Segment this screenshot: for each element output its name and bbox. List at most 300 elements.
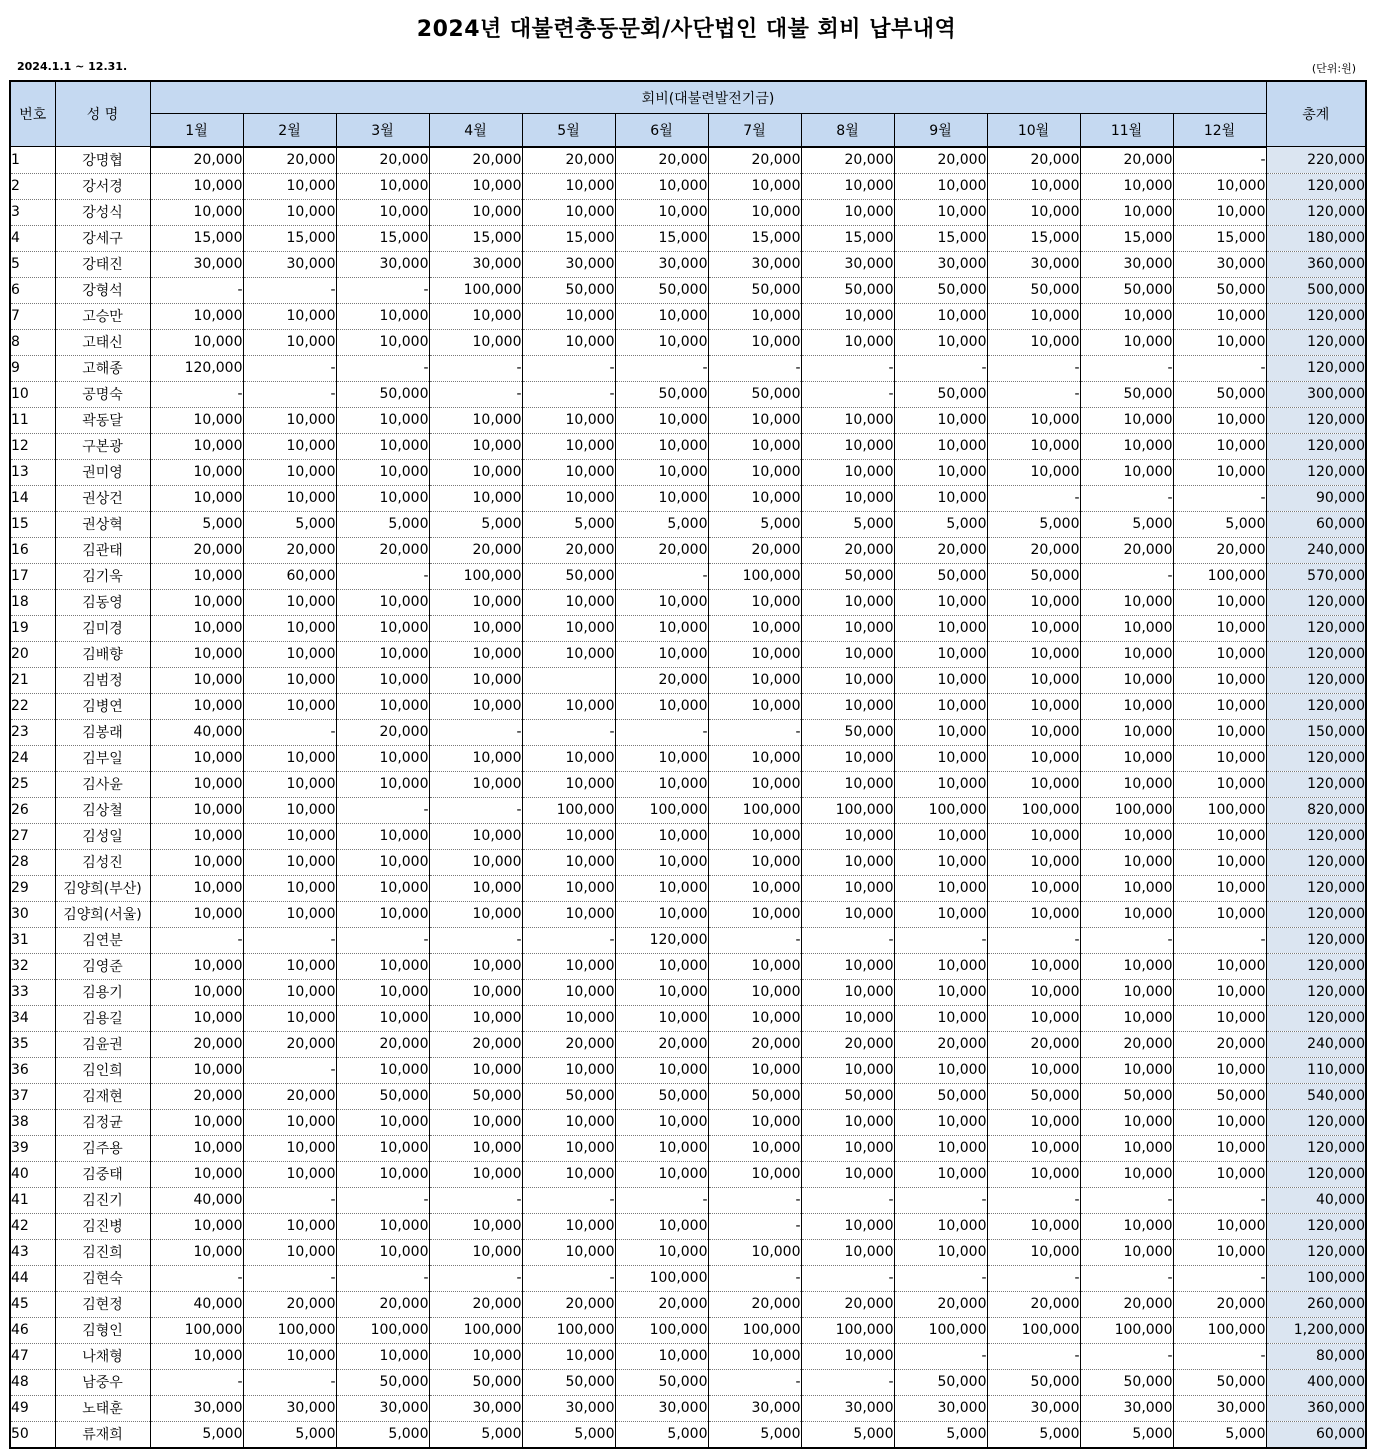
cell-name: 김기욱 [55,563,150,589]
cell-total: 120,000 [1266,1161,1366,1187]
header-month-7: 7월 [708,114,801,147]
cell-month-3: 10,000 [336,875,429,901]
cell-total: 120,000 [1266,1005,1366,1031]
cell-month-6: 10,000 [615,1135,708,1161]
cell-month-9: 10,000 [894,199,987,225]
cell-month-9: 10,000 [894,1161,987,1187]
cell-month-3: 10,000 [336,667,429,693]
cell-month-8: - [801,1369,894,1395]
cell-month-4: 10,000 [429,823,522,849]
cell-month-10: 10,000 [987,1213,1080,1239]
cell-month-2: - [243,1369,336,1395]
cell-month-10: 10,000 [987,1109,1080,1135]
cell-month-1: 10,000 [150,615,243,641]
cell-month-10: 100,000 [987,1317,1080,1343]
cell-month-4: 10,000 [429,433,522,459]
cell-month-1: 10,000 [150,459,243,485]
cell-total: 260,000 [1266,1291,1366,1317]
cell-month-1: 10,000 [150,1343,243,1369]
cell-month-9: 100,000 [894,797,987,823]
cell-month-6: 50,000 [615,277,708,303]
cell-month-1: 10,000 [150,303,243,329]
cell-month-3: 10,000 [336,459,429,485]
cell-name: 김진희 [55,1239,150,1265]
cell-month-1: 10,000 [150,979,243,1005]
cell-month-11: 10,000 [1080,979,1173,1005]
cell-month-2: - [243,719,336,745]
cell-month-11: - [1080,355,1173,381]
cell-month-10: 10,000 [987,589,1080,615]
cell-total: 120,000 [1266,771,1366,797]
cell-month-2: - [243,1265,336,1291]
cell-month-6: 10,000 [615,823,708,849]
cell-month-4: 10,000 [429,693,522,719]
cell-month-9: 10,000 [894,849,987,875]
cell-month-11: 10,000 [1080,1213,1173,1239]
cell-month-9: 10,000 [894,875,987,901]
cell-month-10: 10,000 [987,199,1080,225]
table-row [10,1265,1366,1291]
cell-month-2: 20,000 [243,147,336,174]
table-row [10,433,1366,459]
cell-month-1: 30,000 [150,1395,243,1421]
cell-month-4: 10,000 [429,1005,522,1031]
cell-name: 김현숙 [55,1265,150,1291]
cell-month-12: - [1173,355,1266,381]
cell-month-12: 10,000 [1173,459,1266,485]
cell-month-7: 10,000 [708,745,801,771]
cell-month-10: 20,000 [987,1031,1080,1057]
cell-name: 김용길 [55,1005,150,1031]
cell-month-6: 100,000 [615,1317,708,1343]
cell-no: 22 [10,693,55,719]
table-row [10,979,1366,1005]
cell-no: 30 [10,901,55,927]
cell-month-8: 10,000 [801,173,894,199]
cell-month-5: 10,000 [522,875,615,901]
cell-no: 50 [10,1421,55,1448]
cell-month-7: 20,000 [708,1031,801,1057]
cell-month-1: 5,000 [150,511,243,537]
cell-month-2: 10,000 [243,1135,336,1161]
table-row [10,1395,1366,1421]
cell-month-3: 30,000 [336,1395,429,1421]
cell-name: 김윤권 [55,1031,150,1057]
cell-month-10: 50,000 [987,563,1080,589]
cell-month-2: 10,000 [243,407,336,433]
cell-month-12: - [1173,1187,1266,1213]
table-header [10,81,1366,147]
cell-total: 60,000 [1266,1421,1366,1448]
cell-total: 360,000 [1266,1395,1366,1421]
cell-total: 120,000 [1266,199,1366,225]
cell-month-5: 10,000 [522,693,615,719]
cell-month-10: 10,000 [987,667,1080,693]
cell-total: 120,000 [1266,303,1366,329]
cell-total: 240,000 [1266,1031,1366,1057]
cell-month-6: 20,000 [615,667,708,693]
cell-month-7: 10,000 [708,1161,801,1187]
cell-month-3: - [336,355,429,381]
cell-month-2: - [243,381,336,407]
cell-month-12: 10,000 [1173,1005,1266,1031]
header-name: 성 명 [55,81,150,147]
cell-total: 1,200,000 [1266,1317,1366,1343]
cell-month-4: - [429,927,522,953]
cell-month-6: 50,000 [615,1369,708,1395]
cell-month-10: 10,000 [987,849,1080,875]
cell-month-11: 10,000 [1080,667,1173,693]
cell-month-5: 10,000 [522,849,615,875]
cell-month-1: 15,000 [150,225,243,251]
cell-month-2: - [243,355,336,381]
table-row [10,875,1366,901]
cell-month-11: 10,000 [1080,1161,1173,1187]
table-row [10,277,1366,303]
cell-no: 5 [10,251,55,277]
cell-month-10: 10,000 [987,875,1080,901]
cell-month-3: 50,000 [336,381,429,407]
cell-month-7: 10,000 [708,329,801,355]
cell-month-11: 10,000 [1080,849,1173,875]
table-row [10,1369,1366,1395]
cell-month-10: 15,000 [987,225,1080,251]
cell-month-11: 10,000 [1080,1005,1173,1031]
cell-no: 4 [10,225,55,251]
cell-month-10: 10,000 [987,1161,1080,1187]
cell-month-7: 10,000 [708,953,801,979]
month-header-row [10,114,1366,147]
table-row [10,147,1366,174]
cell-month-6: 10,000 [615,589,708,615]
cell-month-2: 20,000 [243,1083,336,1109]
cell-month-1: 10,000 [150,953,243,979]
cell-month-10: 10,000 [987,303,1080,329]
cell-month-6: 100,000 [615,797,708,823]
cell-month-3: 10,000 [336,641,429,667]
cell-month-9: 30,000 [894,251,987,277]
cell-month-8: 50,000 [801,719,894,745]
cell-month-5: 10,000 [522,1135,615,1161]
cell-no: 9 [10,355,55,381]
cell-month-10: 10,000 [987,745,1080,771]
table-row [10,1317,1366,1343]
cell-month-8: 10,000 [801,823,894,849]
cell-month-7: 20,000 [708,147,801,174]
cell-month-7: 10,000 [708,459,801,485]
cell-month-11: 10,000 [1080,459,1173,485]
cell-month-11: 10,000 [1080,1135,1173,1161]
cell-month-9: 10,000 [894,1213,987,1239]
cell-month-11: 10,000 [1080,641,1173,667]
cell-no: 49 [10,1395,55,1421]
cell-month-4: 10,000 [429,407,522,433]
cell-month-7: 50,000 [708,381,801,407]
cell-month-7: 100,000 [708,797,801,823]
cell-month-7: 50,000 [708,1083,801,1109]
cell-month-9: 30,000 [894,1395,987,1421]
header-month-12: 12월 [1173,114,1266,147]
cell-month-12: 10,000 [1173,979,1266,1005]
cell-month-3: 10,000 [336,693,429,719]
cell-month-6: 10,000 [615,1109,708,1135]
cell-month-10: 10,000 [987,173,1080,199]
cell-month-11: 20,000 [1080,537,1173,563]
cell-month-1: 10,000 [150,173,243,199]
cell-month-11: 10,000 [1080,953,1173,979]
cell-name: 김재현 [55,1083,150,1109]
cell-month-12: 10,000 [1173,823,1266,849]
cell-month-8: 10,000 [801,1057,894,1083]
cell-month-6: 20,000 [615,1291,708,1317]
table-row [10,199,1366,225]
cell-month-8: 50,000 [801,277,894,303]
table-row [10,797,1366,823]
cell-month-12: 10,000 [1173,1057,1266,1083]
cell-month-5: 10,000 [522,589,615,615]
cell-month-12: 10,000 [1173,719,1266,745]
cell-month-5: 10,000 [522,1343,615,1369]
cell-month-11: 5,000 [1080,1421,1173,1448]
cell-name: 김용기 [55,979,150,1005]
cell-name: 류재희 [55,1421,150,1448]
cell-month-2: 10,000 [243,459,336,485]
cell-month-11: - [1080,1343,1173,1369]
cell-month-8: - [801,927,894,953]
cell-month-2: 10,000 [243,1161,336,1187]
cell-month-4: 10,000 [429,1343,522,1369]
table-row [10,303,1366,329]
cell-no: 6 [10,277,55,303]
cell-month-10: 10,000 [987,1135,1080,1161]
cell-month-9: 10,000 [894,641,987,667]
cell-month-6: - [615,719,708,745]
cell-month-8: 10,000 [801,615,894,641]
cell-no: 17 [10,563,55,589]
cell-month-4: - [429,1265,522,1291]
cell-month-7: - [708,355,801,381]
cell-month-12: 10,000 [1173,1239,1266,1265]
cell-month-4: 15,000 [429,225,522,251]
cell-month-2: 5,000 [243,511,336,537]
cell-name: 김양희(부산) [55,875,150,901]
cell-month-11: 10,000 [1080,1057,1173,1083]
cell-name: 강성식 [55,199,150,225]
cell-month-9: 20,000 [894,537,987,563]
table-row [10,355,1366,381]
cell-month-1: 10,000 [150,433,243,459]
cell-month-6: 30,000 [615,1395,708,1421]
cell-month-1: 10,000 [150,1239,243,1265]
cell-month-8: 20,000 [801,537,894,563]
table-row [10,953,1366,979]
cell-month-4: 10,000 [429,641,522,667]
cell-month-12: 10,000 [1173,199,1266,225]
table-row [10,485,1366,511]
cell-month-5: 10,000 [522,173,615,199]
unit-label: (단위:원) [1311,62,1356,75]
header-month-5: 5월 [522,114,615,147]
cell-month-10: - [987,1187,1080,1213]
cell-month-12: 20,000 [1173,1031,1266,1057]
cell-month-1: 10,000 [150,589,243,615]
header-month-8: 8월 [801,114,894,147]
cell-month-5: 100,000 [522,797,615,823]
cell-month-5: 10,000 [522,771,615,797]
table-row [10,1135,1366,1161]
cell-month-9: 10,000 [894,667,987,693]
cell-month-7: 10,000 [708,1057,801,1083]
cell-month-5: 10,000 [522,407,615,433]
cell-month-7: 10,000 [708,615,801,641]
cell-no: 44 [10,1265,55,1291]
cell-no: 34 [10,1005,55,1031]
cell-month-8: 5,000 [801,511,894,537]
cell-month-6: 120,000 [615,927,708,953]
cell-month-3: 10,000 [336,303,429,329]
cell-month-9: 50,000 [894,277,987,303]
cell-name: 김현정 [55,1291,150,1317]
header-month-3: 3월 [336,114,429,147]
cell-month-9: - [894,1343,987,1369]
cell-month-5: 10,000 [522,901,615,927]
cell-month-3: 10,000 [336,615,429,641]
table-row [10,849,1366,875]
cell-name: 김양희(서울) [55,901,150,927]
cell-month-4: 20,000 [429,537,522,563]
cell-month-8: 10,000 [801,433,894,459]
cell-month-8: 10,000 [801,979,894,1005]
cell-month-6: 10,000 [615,901,708,927]
cell-month-3: - [336,797,429,823]
cell-month-11: 10,000 [1080,407,1173,433]
cell-no: 3 [10,199,55,225]
cell-month-8: 20,000 [801,1031,894,1057]
cell-month-11: 50,000 [1080,1083,1173,1109]
cell-month-11: 10,000 [1080,329,1173,355]
cell-month-10: 10,000 [987,615,1080,641]
cell-month-12: 10,000 [1173,589,1266,615]
cell-month-9: 10,000 [894,979,987,1005]
cell-month-8: 10,000 [801,745,894,771]
table-row [10,823,1366,849]
cell-name: 권미영 [55,459,150,485]
cell-month-10: 10,000 [987,719,1080,745]
cell-month-9: 10,000 [894,329,987,355]
cell-name: 남중우 [55,1369,150,1395]
cell-month-2: 10,000 [243,823,336,849]
cell-month-3: 10,000 [336,953,429,979]
cell-total: 120,000 [1266,901,1366,927]
cell-month-4: 10,000 [429,1213,522,1239]
cell-total: 120,000 [1266,433,1366,459]
cell-total: 120,000 [1266,1135,1366,1161]
table-row [10,693,1366,719]
cell-month-2: 10,000 [243,693,336,719]
header-month-4: 4월 [429,114,522,147]
cell-month-1: 10,000 [150,849,243,875]
cell-no: 21 [10,667,55,693]
cell-month-10: 20,000 [987,1291,1080,1317]
cell-month-4: 10,000 [429,667,522,693]
header-no: 번호 [10,81,55,147]
cell-month-7: 10,000 [708,1109,801,1135]
cell-month-11: 10,000 [1080,875,1173,901]
cell-no: 28 [10,849,55,875]
header-month-11: 11월 [1080,114,1173,147]
cell-month-10: 100,000 [987,797,1080,823]
cell-month-12: 10,000 [1173,745,1266,771]
cell-month-2: 10,000 [243,901,336,927]
table-row [10,1291,1366,1317]
cell-month-3: 100,000 [336,1317,429,1343]
cell-month-9: 15,000 [894,225,987,251]
cell-month-10: - [987,485,1080,511]
cell-month-7: 10,000 [708,303,801,329]
cell-month-3: 15,000 [336,225,429,251]
cell-no: 36 [10,1057,55,1083]
table-row [10,1161,1366,1187]
cell-month-2: 100,000 [243,1317,336,1343]
cell-month-12: 100,000 [1173,563,1266,589]
cell-month-10: 10,000 [987,771,1080,797]
cell-month-9: 50,000 [894,563,987,589]
cell-name: 김중태 [55,1161,150,1187]
table-row [10,1213,1366,1239]
cell-total: 300,000 [1266,381,1366,407]
cell-month-3: 10,000 [336,1057,429,1083]
cell-month-5: 10,000 [522,1239,615,1265]
cell-total: 120,000 [1266,329,1366,355]
cell-month-7: 10,000 [708,641,801,667]
cell-total: 60,000 [1266,511,1366,537]
cell-month-6: 50,000 [615,1083,708,1109]
cell-total: 120,000 [1266,459,1366,485]
cell-month-6: 10,000 [615,1213,708,1239]
cell-month-6: 10,000 [615,875,708,901]
cell-month-6: 10,000 [615,459,708,485]
period-label: 2024.1.1 ~ 12.31. [17,60,128,73]
cell-month-9: 10,000 [894,173,987,199]
cell-month-2: 15,000 [243,225,336,251]
cell-month-6: 10,000 [615,173,708,199]
cell-month-7: 10,000 [708,823,801,849]
cell-month-8: 5,000 [801,1421,894,1448]
cell-month-3: 10,000 [336,485,429,511]
table-row [10,1005,1366,1031]
cell-month-1: 10,000 [150,693,243,719]
cell-no: 18 [10,589,55,615]
cell-no: 46 [10,1317,55,1343]
cell-name: 김상철 [55,797,150,823]
cell-total: 570,000 [1266,563,1366,589]
cell-month-4: - [429,797,522,823]
cell-no: 45 [10,1291,55,1317]
cell-month-5: 10,000 [522,1213,615,1239]
table-row [10,1343,1366,1369]
cell-month-11: 10,000 [1080,771,1173,797]
cell-month-6: 10,000 [615,745,708,771]
cell-month-8: 10,000 [801,459,894,485]
cell-month-1: 10,000 [150,1135,243,1161]
table-row [10,667,1366,693]
cell-month-10: 10,000 [987,641,1080,667]
cell-total: 120,000 [1266,979,1366,1005]
cell-month-7: 50,000 [708,277,801,303]
cell-name: 김범정 [55,667,150,693]
cell-month-6: 10,000 [615,693,708,719]
table-row [10,927,1366,953]
